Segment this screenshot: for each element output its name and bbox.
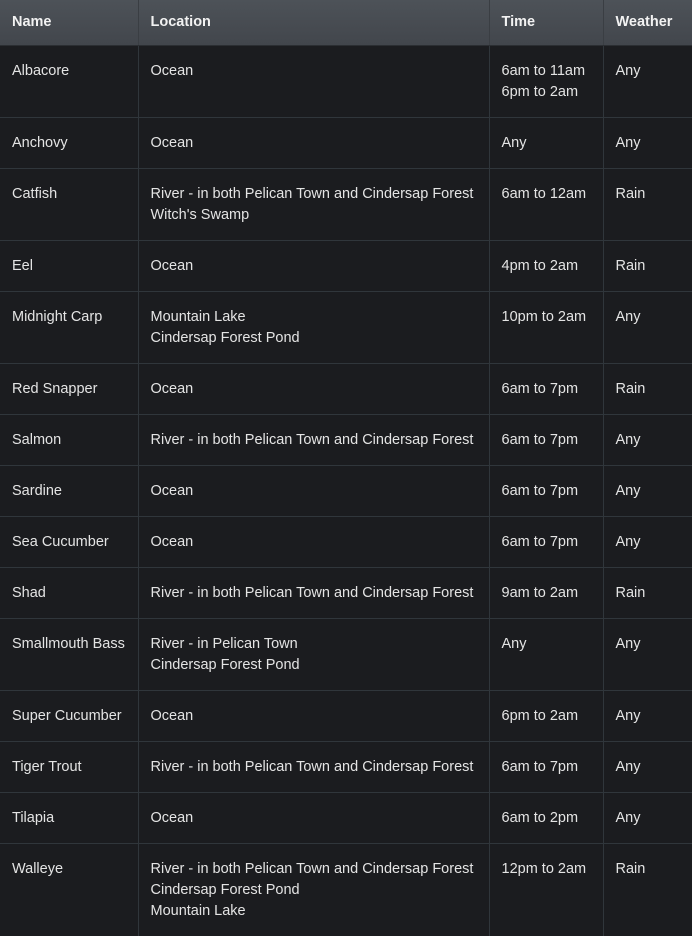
- weather-cell: Rain: [603, 567, 692, 618]
- location-line: Ocean: [150, 134, 194, 151]
- weather-cell: Any: [603, 690, 692, 741]
- location-cell: [138, 414, 489, 465]
- header-time[interactable]: Time: [489, 0, 603, 45]
- table-row: [0, 516, 692, 567]
- time-cell: [489, 843, 603, 936]
- weather-cell: Rain: [603, 363, 692, 414]
- fish-name-cell: Tilapia: [0, 792, 138, 843]
- time-cell: [489, 741, 603, 792]
- location-line: River - in Pelican Town: [150, 635, 298, 652]
- time-line: 6am to 12am: [501, 185, 587, 202]
- location-line: Cindersap Forest Pond: [150, 656, 300, 673]
- weather-cell: Any: [603, 618, 692, 690]
- time-cell: [489, 690, 603, 741]
- weather-cell: Any: [603, 792, 692, 843]
- table-row: [0, 291, 692, 363]
- table-row: [0, 45, 692, 117]
- header-row: [0, 0, 692, 45]
- location-line: River - in both Pelican Town and Cindersap Forest: [150, 431, 474, 448]
- weather-cell: Any: [603, 291, 692, 363]
- location-cell: [138, 291, 489, 363]
- location-cell: [138, 792, 489, 843]
- time-line: 4pm to 2am: [501, 257, 579, 274]
- fish-name-cell: Red Snapper: [0, 363, 138, 414]
- time-line: Any: [501, 134, 527, 151]
- time-line: 6am to 7pm: [501, 431, 579, 448]
- weather-cell: Any: [603, 117, 692, 168]
- table-row: [0, 690, 692, 741]
- fish-name-cell: Tiger Trout: [0, 741, 138, 792]
- location-line: Cindersap Forest Pond: [150, 329, 300, 346]
- fish-name-cell: Sea Cucumber: [0, 516, 138, 567]
- location-line: Ocean: [150, 533, 194, 550]
- location-line: Ocean: [150, 257, 194, 274]
- weather-cell: Rain: [603, 240, 692, 291]
- location-line: River - in both Pelican Town and Cindersap Forest: [150, 860, 474, 877]
- table-row: [0, 168, 692, 240]
- location-cell: [138, 741, 489, 792]
- time-cell: [489, 567, 603, 618]
- location-line: Ocean: [150, 380, 194, 397]
- table-row: [0, 843, 692, 936]
- table-row: [0, 567, 692, 618]
- location-line: River - in both Pelican Town and Cindersap Forest: [150, 758, 474, 775]
- header-weather[interactable]: Weather: [603, 0, 692, 45]
- location-cell: [138, 168, 489, 240]
- weather-cell: Any: [603, 465, 692, 516]
- time-line: 6am to 2pm: [501, 809, 579, 826]
- location-cell: [138, 567, 489, 618]
- time-line: 6pm to 2am: [501, 707, 579, 724]
- weather-cell: Rain: [603, 843, 692, 936]
- table-row: [0, 741, 692, 792]
- table-row: [0, 240, 692, 291]
- fish-name-cell: Catfish: [0, 168, 138, 240]
- fish-name-cell: Super Cucumber: [0, 690, 138, 741]
- time-cell: [489, 618, 603, 690]
- time-cell: [489, 414, 603, 465]
- fish-name-cell: Salmon: [0, 414, 138, 465]
- location-cell: [138, 843, 489, 936]
- weather-cell: Any: [603, 45, 692, 117]
- time-cell: [489, 291, 603, 363]
- location-line: River - in both Pelican Town and Cindersap Forest: [150, 584, 474, 601]
- table-row: [0, 414, 692, 465]
- location-cell: [138, 690, 489, 741]
- location-line: Ocean: [150, 482, 194, 499]
- time-line: 6am to 7pm: [501, 380, 579, 397]
- location-line: Witch's Swamp: [150, 206, 250, 223]
- time-cell: [489, 792, 603, 843]
- fish-name-cell: Smallmouth Bass: [0, 618, 138, 690]
- fish-name-cell: Shad: [0, 567, 138, 618]
- header-name[interactable]: Name: [0, 0, 138, 45]
- fish-name-cell: Eel: [0, 240, 138, 291]
- weather-cell: Any: [603, 741, 692, 792]
- table-header: [0, 0, 692, 45]
- time-line: Any: [501, 635, 527, 652]
- table-row: [0, 117, 692, 168]
- time-cell: [489, 516, 603, 567]
- time-cell: [489, 45, 603, 117]
- table-row: [0, 465, 692, 516]
- location-cell: [138, 45, 489, 117]
- location-line: Mountain Lake: [150, 308, 246, 325]
- location-cell: [138, 618, 489, 690]
- location-line: River - in both Pelican Town and Cindersap Forest: [150, 185, 474, 202]
- location-line: Cindersap Forest Pond: [150, 881, 300, 898]
- location-line: Ocean: [150, 62, 194, 79]
- fish-name-cell: Walleye: [12, 860, 64, 877]
- location-cell: [138, 516, 489, 567]
- time-line: 9am to 2am: [501, 584, 579, 601]
- header-location[interactable]: Location: [138, 0, 489, 45]
- fish-name-cell: Anchovy: [0, 117, 138, 168]
- fish-name-cell: Midnight Carp: [0, 291, 138, 363]
- time-cell: [489, 465, 603, 516]
- fish-name-cell: Sardine: [0, 465, 138, 516]
- table-row: [0, 792, 692, 843]
- time-line: 6am to 7pm: [501, 533, 579, 550]
- location-line: Ocean: [150, 707, 194, 724]
- location-line: Mountain Lake: [150, 902, 246, 919]
- weather-cell: Rain: [603, 168, 692, 240]
- location-cell: [138, 465, 489, 516]
- time-line: 6am to 7pm: [501, 758, 579, 775]
- location-cell: [138, 117, 489, 168]
- fish-name-cell: Albacore: [0, 45, 138, 117]
- time-line: 10pm to 2am: [501, 308, 587, 325]
- table-body: [0, 45, 692, 936]
- location-cell: [138, 240, 489, 291]
- time-cell: [489, 363, 603, 414]
- time-cell: [489, 240, 603, 291]
- location-line: Ocean: [150, 809, 194, 826]
- time-cell: [489, 117, 603, 168]
- weather-cell: Any: [603, 414, 692, 465]
- time-cell: [489, 168, 603, 240]
- weather-cell: Any: [603, 516, 692, 567]
- time-line: 6pm to 2am: [501, 83, 579, 100]
- table-row: [0, 363, 692, 414]
- time-line: 12pm to 2am: [501, 860, 587, 877]
- location-cell: [138, 363, 489, 414]
- time-line: 6am to 7pm: [501, 482, 579, 499]
- time-line: 6am to 11am: [501, 62, 586, 79]
- table-row: [0, 618, 692, 690]
